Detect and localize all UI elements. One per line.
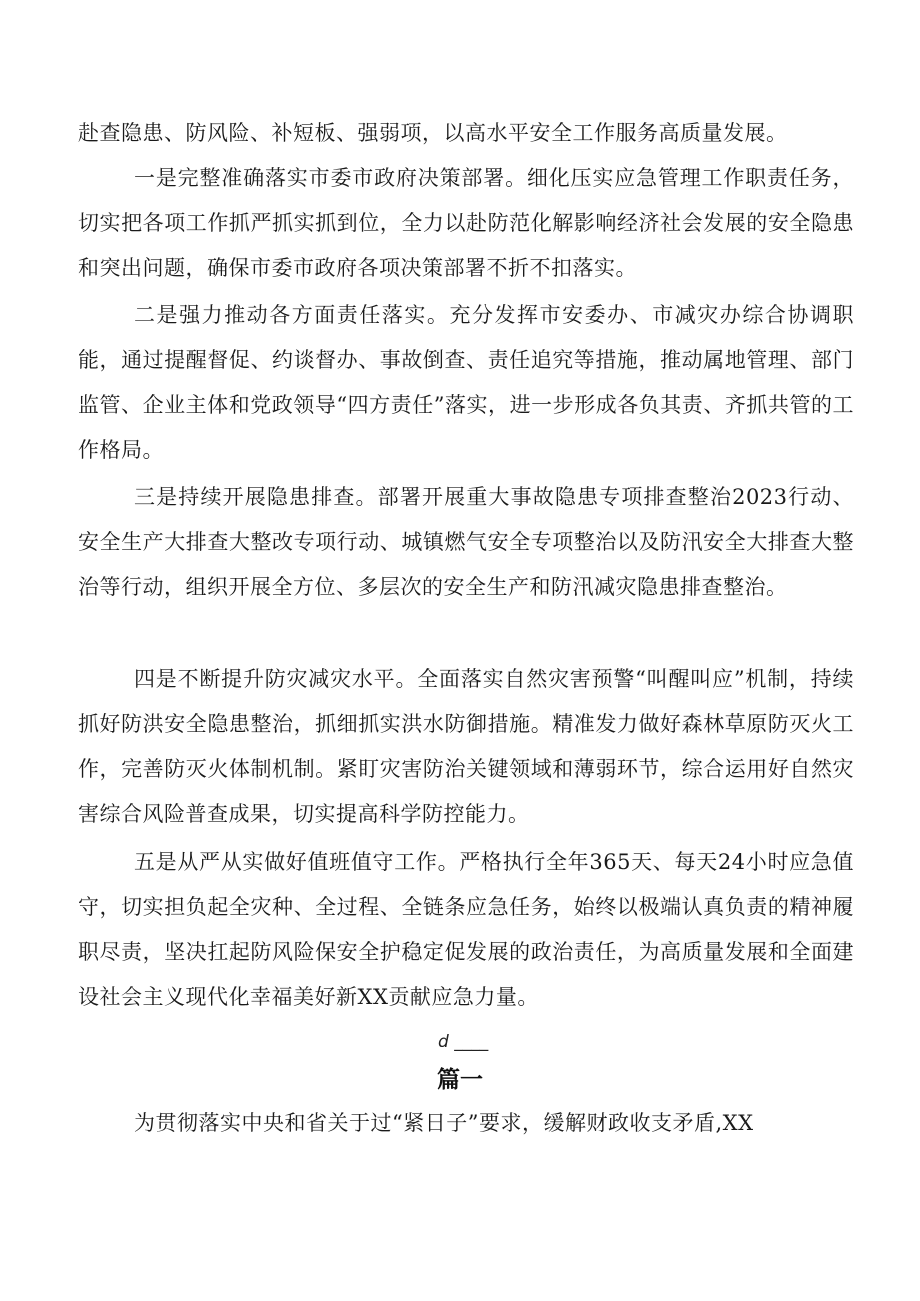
paragraph-continuation: 赴查隐患、防风险、补短板、强弱项，以高水平安全工作服务高质量发展。: [78, 121, 788, 145]
paragraph-item-2: 二是强力推动各方面责任落实。充分发挥市安委办、市减灾办综合协调职能，通过提醒督促、约谈督办、事故倒查、责任追究等措施，推动属地管理、部门监管、企业主体和党政领导“四方责任”落实，进一步形成各负其责、齐抓共管的工作格局。: [78, 303, 854, 462]
paragraph-item-4: 四是不断提升防灾减灾水平。全面落实自然灾害预警“叫醒叫应”机制，持续抓好防洪安全隐患整治，抓细抓实洪水防御措施。精准发力做好森林草原防灭火工作，完善防灭火体制机制。紧盯灾害防治关键领域和薄弱环节，综合运用好自然灾害综合风险普查成果，切实提高科学防控能力。: [78, 667, 854, 826]
paragraph-item-1: 一是完整准确落实市委市政府决策部署。细化压实应急管理工作职责任务，切实把各项工作抓严抓实抓到位，全力以赴防范化解影响经济社会发展的安全隐患和突出问题，确保市委市政府各项决策部署不折不扣落实。: [78, 166, 854, 280]
section-heading: 篇一: [437, 1067, 483, 1093]
paragraph-item-3: 三是持续开展隐患排查。部署开展重大事故隐患专项排查整治2023行动、安全生产大排查大整改专项行动、城镇燃气安全专项整治以及防汛安全大排查大整治等行动，组织开展全方位、多层次的安全生产和防汛减灾隐患排查整治。: [78, 485, 854, 599]
paragraph-item-5: 五是从严从实做好值班值守工作。严格执行全年365天、每天24小时应急值守，切实担负起全灾种、全过程、全链条应急任务，始终以极端认真负责的精神履职尽责，坚决扛起防风险保安全护稳定促发展的政治责任，为高质量发展和全面建设社会主义现代化幸福美好新XX贡献应急力量。: [78, 850, 854, 1009]
section-marker: d ____: [438, 1032, 489, 1052]
section-first-paragraph: 为贯彻落实中央和省关于过“紧日子”要求，缓解财政收支矛盾,XX: [134, 1111, 754, 1135]
